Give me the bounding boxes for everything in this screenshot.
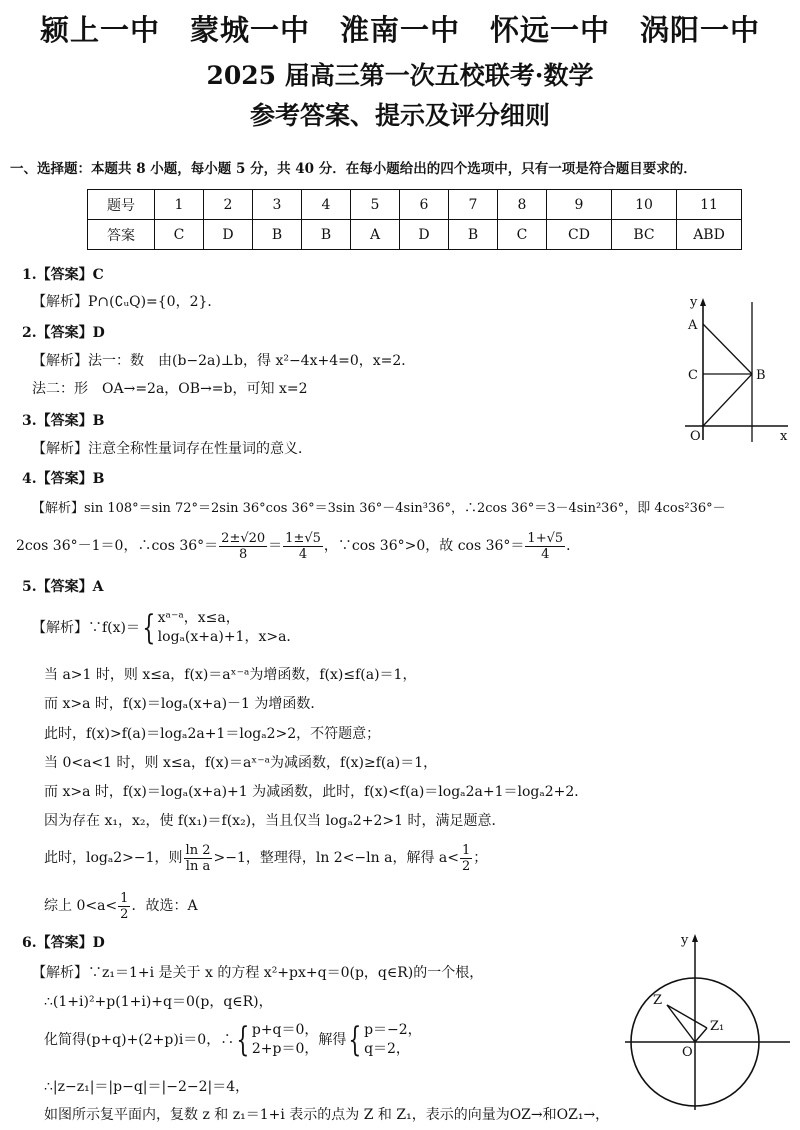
label-O: O (682, 1045, 693, 1060)
table-cell: 4 (302, 190, 351, 220)
segment-AB (703, 324, 752, 374)
brace: { (348, 1020, 362, 1060)
table-row-numbers (88, 190, 742, 220)
table-cell: 11 (677, 190, 742, 220)
q6-line3: 化简得(p+q)+(2+p)i＝0，∴{ p+q＝0， 2+p＝0， 解得{ p＝−2， q＝2， (44, 1020, 422, 1060)
exam-title: 2025 届高三第一次五校联考·数学 (206, 61, 594, 90)
q6-line1: 【解析】∵z₁＝1+i 是关于 x 的方程 x²+px+q＝0(p，q∈R)的一个根， (32, 965, 484, 981)
label-y: y (690, 295, 698, 310)
table-cell: 6 (400, 190, 449, 220)
q5-line5: 而 x>a 时，f(x)＝logₐ(x+a)+1 为减函数，此时，f(x)<f(a)＝logₐ2a+1＝logₐ2+2． (44, 784, 589, 800)
q5-line7: 此时，logₐ2>−1，则 $\frac{\ln 2}{\text{ln a}}$ >−1，整理得，ln 2<−ln a，解得 a< $\frac{1}{2}$ ； (44, 842, 488, 874)
q3-answer: 3.【答案】B (22, 413, 105, 429)
system-cases: p+q＝0， 2+p＝0， (251, 1022, 319, 1057)
table-cell: D (400, 220, 449, 250)
table-cell: 8 (498, 190, 547, 220)
table-cell: A (351, 220, 400, 250)
fraction: $\frac{2\pm√20}{8}$ (221, 530, 266, 562)
q4-line2: 2cos 36°－1＝0，∴cos 36°＝ $\frac{2\pm√20}{8}$ ＝ $\frac{1\pm√5}{4}$ ，∵cos 36°>0，故 cos 36°＝ $\frac{1+√5}{4}$ ． (16, 530, 581, 562)
table-cell: D (204, 220, 253, 250)
q5-line1: 当 a>1 时，则 x≤a，f(x)＝aˣ⁻ᵃ为增函数，f(x)≤f(a)＝1， (44, 667, 417, 683)
q6-line2: ∴(1+i)²+p(1+i)+q＝0(p，q∈R)， (44, 994, 273, 1010)
q6-line5: 如图所示复平面内，复数 z 和 z₁＝1+i 表示的点为 Z 和 Z₁，表示的向量为OZ→和OZ₁→， (44, 1107, 610, 1123)
q6-answer: 6.【答案】D (22, 935, 105, 951)
fraction: $\frac{1}{2}$ (461, 842, 471, 874)
table-cell: B (253, 220, 302, 250)
q1-explain: 【解析】P∩(∁ᵤQ)={0，2}． (32, 294, 222, 310)
q5-conclusion: 综上 0<a< $\frac{1}{2}$ ．故选：A (44, 890, 198, 922)
section-heading: 一、选择题：本题共 8 小题，每小题 5 分，共 40 分．在每小题给出的四个选项中，只有一项是符合题目要求的． (10, 161, 697, 177)
fraction: $\frac{1+√5}{4}$ (527, 530, 564, 562)
table-row-answers (88, 220, 742, 250)
table-cell: CD (547, 220, 612, 250)
q4-line1: 【解析】sin 108°＝sin 72°＝2sin 36°cos 36°＝3sin 36°－4sin³36°，∴2cos 36°＝3－4sin²36°，即 4cos²36°－ (32, 501, 726, 516)
q2-method2: 法二：形 OA→=2a，OB→=b，可知 x=2 (32, 381, 308, 397)
q2-method1: 【解析】法一：数 由(b−2a)⊥b，得 x²−4x+4=0，x=2． (32, 353, 416, 369)
q3-explain: 【解析】注意全称性量词存在性量词的意义． (32, 441, 312, 457)
exam-subtitle: 参考答案、提示及评分细则 (249, 101, 550, 130)
segment-OB (703, 374, 752, 426)
fraction: $\frac{1\pm√5}{4}$ (285, 530, 321, 562)
fraction: $\frac{\ln 2}{\text{ln a}}$ (185, 842, 211, 874)
table-cell: C (498, 220, 547, 250)
figure-complex-plane (625, 930, 795, 1110)
q6-line4: ∴|z−z₁|＝|p−q|＝|−2−2|＝4， (44, 1079, 250, 1095)
table-cell: ABD (677, 220, 742, 250)
label-B: B (756, 368, 766, 383)
table-cell: B (302, 220, 351, 250)
q5-line2: 而 x>a 时，f(x)＝logₐ(x+a)－1 为增函数． (44, 696, 325, 712)
table-cell: 5 (351, 190, 400, 220)
label-Z1: Z₁ (710, 1019, 725, 1034)
brace: { (142, 608, 156, 648)
q5-definition: 【解析】∵f(x)＝{ xᵃ⁻ᵃ，x≤a， logₐ(x+a)+1，x>a． (32, 608, 301, 648)
table-header-cell: 题号 (88, 190, 155, 220)
table-cell: 10 (612, 190, 677, 220)
table-cell: 2 (204, 190, 253, 220)
vector-OZ (667, 1005, 695, 1042)
q1-answer: 1.【答案】C (22, 267, 104, 283)
label-Z: Z (653, 993, 663, 1008)
schools-header: 颍上一中 蒙城一中 淮南一中 怀远一中 涡阳一中 (39, 13, 760, 47)
label-A: A (688, 318, 698, 333)
table-cell: 3 (253, 190, 302, 220)
vector-OZ1 (695, 1028, 707, 1042)
label-y: y (681, 933, 689, 948)
table-cell: B (449, 220, 498, 250)
fraction: $\frac{1}{2}$ (120, 890, 129, 922)
label-x: x (780, 429, 788, 444)
q5-answer: 5.【答案】A (22, 579, 104, 595)
answer-table (87, 189, 742, 250)
table-cell: 9 (547, 190, 612, 220)
y-axis-arrow (700, 298, 706, 306)
table-cell: BC (612, 220, 677, 250)
q4-answer: 4.【答案】B (22, 471, 105, 487)
label-C: C (688, 368, 698, 383)
piecewise-cases: xᵃ⁻ᵃ，x≤a， logₐ(x+a)+1，x>a． (157, 610, 301, 645)
table-cell: 1 (155, 190, 204, 220)
figure-vector-diagram (660, 292, 790, 452)
q5-line4: 当 0<a<1 时，则 x≤a，f(x)＝aˣ⁻ᵃ为减函数，f(x)≥f(a)＝1， (44, 755, 438, 771)
q5-line6: 因为存在 x₁，x₂，使 f(x₁)＝f(x₂)，当且仅当 logₐ2+2>1 时，满足题意． (44, 813, 506, 829)
brace: { (236, 1020, 250, 1060)
label-O: O (690, 429, 701, 444)
q5-line3: 此时，f(x)>f(a)＝logₐ2a+1＝logₐ2>2，不符题意； (44, 726, 381, 742)
table-header-cell: 答案 (88, 220, 155, 250)
table-cell: C (155, 220, 204, 250)
segment-ZZ1 (667, 1005, 707, 1028)
table-cell: 7 (449, 190, 498, 220)
q2-answer: 2.【答案】D (22, 325, 105, 341)
solution-cases: p＝−2， q＝2， (364, 1022, 422, 1057)
imaginary-axis-arrow (692, 934, 698, 942)
